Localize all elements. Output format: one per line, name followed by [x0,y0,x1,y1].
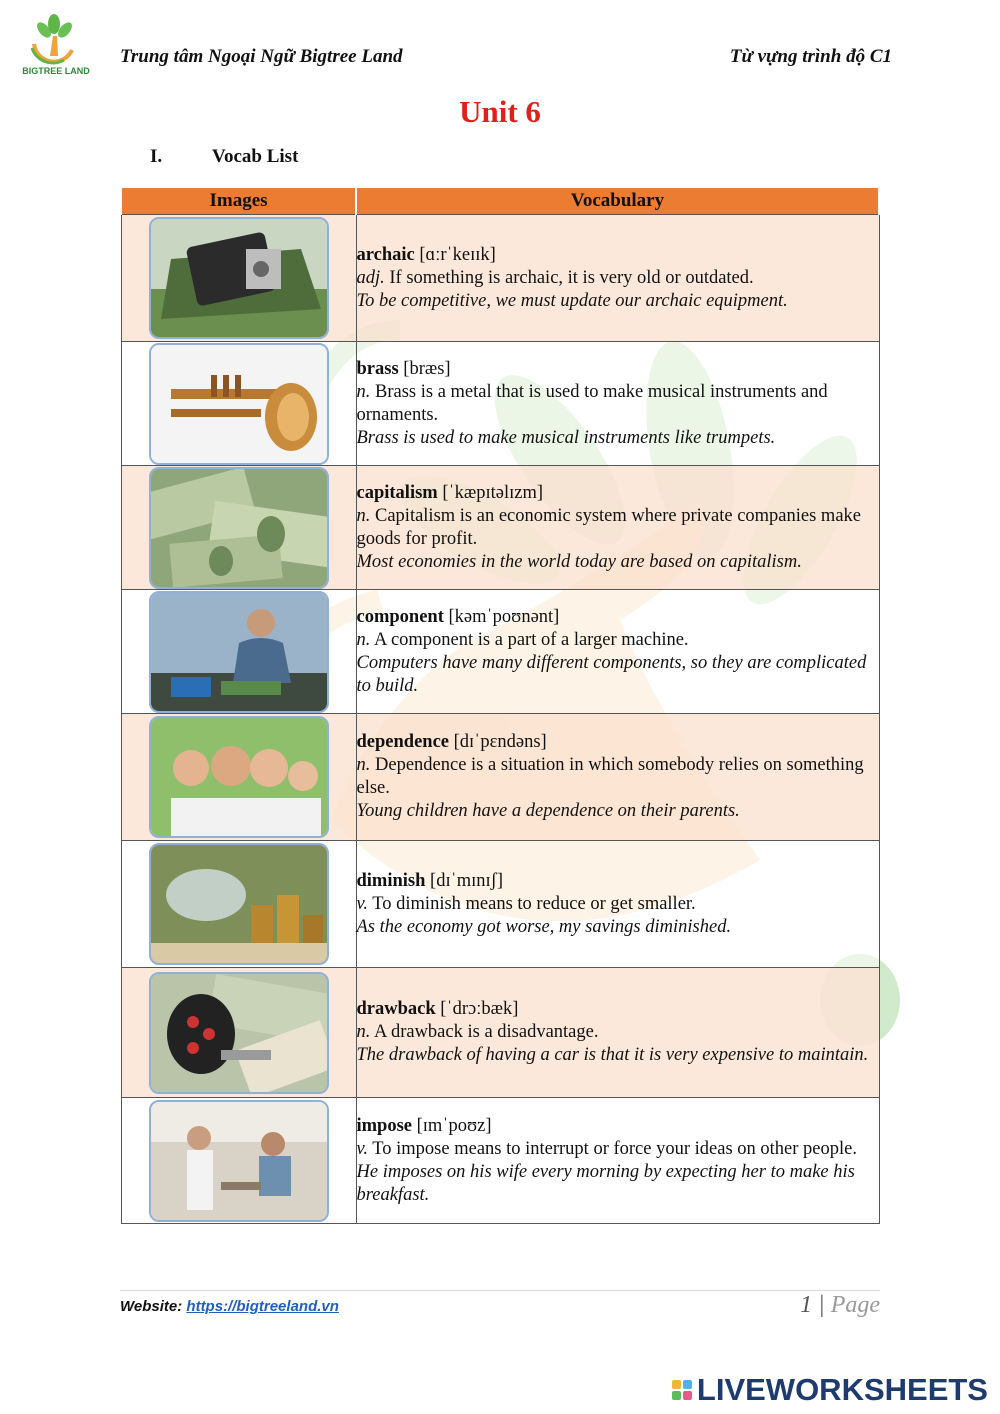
vocab-ipa: [ɪmˈpoʊz] [416,1115,492,1136]
vocab-ipa: [kəmˈpoʊnənt] [448,606,560,627]
website-label: Website: [120,1298,187,1315]
vocab-word: capitalism [356,482,438,503]
website-line [120,1298,339,1315]
vocab-word: impose [356,1115,412,1136]
vocab-word: brass [356,358,399,379]
vocab-definition: To impose means to interrupt or force your ideas on other people. [372,1138,857,1159]
vocab-entry [356,466,879,590]
image-cell [121,1098,356,1224]
vocab-pos: n. [356,505,371,526]
section-number: I. [150,146,163,167]
vocab-ipa: [dɪˈpɛndəns] [453,732,547,752]
vocab-word: archaic [356,244,415,265]
table-row [121,215,879,342]
vocab-word: diminish [356,870,426,891]
section-label: Vocab List [212,146,299,167]
table-row [121,1098,879,1224]
vocab-definition: Dependence is a situation in which somebody relies on something else. [356,755,864,798]
vocab-entry [356,342,879,466]
level-label: Từ vựng trình độ C1 [729,46,892,67]
vocab-example: The drawback of having a car is that it is very expensive to maintain. [356,1045,869,1065]
liveworksheets-brand [672,1372,988,1408]
vocab-definition: If something is archaic, it is very old or outdated. [389,267,754,288]
vocab-pos: adj. [356,267,385,288]
vocab-table [120,188,880,1224]
trumpet-image-icon [149,343,329,465]
vocab-example: Computers have many different components, so they are complicated to build. [356,652,867,696]
vocab-ipa: [ɑːrˈkeɪɪk] [419,244,496,265]
car-key-bills-image-icon [149,972,329,1094]
vocab-entry [356,968,879,1098]
image-cell [121,841,356,968]
liveworksheets-logo-icon [672,1380,692,1400]
vocab-example: He imposes on his wife every morning by expecting her to make his breakfast. [356,1161,855,1205]
col-images-header: Images [121,188,356,215]
image-cell [121,215,356,342]
vocab-example: Brass is used to make musical instruments like trumpets. [356,427,776,448]
vocab-pos: n. [356,755,371,775]
vocab-pos: v. [356,1138,368,1159]
vocab-entry [356,841,879,968]
vocab-word: dependence [356,732,449,752]
vocab-definition: A drawback is a disadvantage. [373,1022,599,1042]
vocab-entry [356,714,879,841]
image-cell [121,714,356,841]
dollar-bills-image-icon [149,467,329,589]
vocab-ipa: [bræs] [403,358,451,379]
col-vocab-header: Vocabulary [356,188,879,215]
vocab-entry [356,590,879,714]
page-separator: | [812,1292,831,1318]
vocab-entry [356,215,879,342]
repairing-electronics-image-icon [149,591,329,713]
vocab-word: drawback [356,999,436,1019]
vocab-pos: v. [356,893,368,914]
page-number [800,1292,880,1319]
bigtree-logo [20,14,92,80]
page-title: Unit 6 [459,94,541,129]
vocab-definition: Brass is a metal that is used to make musical instruments and ornaments. [356,381,828,425]
vocab-example: Most economies in the world today are based on capitalism. [356,551,802,572]
table-row [121,841,879,968]
image-cell [121,466,356,590]
image-cell [121,342,356,466]
brand-name: LIVEWORKSHEETS [696,1372,988,1407]
image-cell [121,590,356,714]
tree-logo-icon [20,14,92,66]
vocab-ipa: [ˈdrɔːbæk] [440,999,519,1019]
image-cell [121,968,356,1098]
couple-kitchen-image-icon [149,1100,329,1222]
vocab-pos: n. [356,629,371,650]
section-heading [150,146,298,168]
table-header-row [121,188,879,215]
vocab-definition: Capitalism is an economic system where private companies make goods for profit. [356,505,861,549]
table-row [121,466,879,590]
vocab-pos: n. [356,381,371,402]
coins-jar-image-icon [149,843,329,965]
vocab-ipa: [dɪˈmɪnɪʃ] [430,870,503,891]
table-row [121,714,879,841]
family-image-icon [149,716,329,838]
logo-text: BIGTREE LAND [22,66,90,76]
website-link[interactable]: https://bigtreeland.vn [186,1298,339,1315]
vocab-entry [356,1098,879,1224]
table-row [121,590,879,714]
footer-divider [120,1290,880,1291]
vocab-ipa: [ˈkæpɪtəlɪzm] [442,482,544,503]
vocab-definition: A component is a part of a larger machine. [373,629,689,650]
table-row [121,342,879,466]
vocab-word: component [356,606,444,627]
old-equipment-image-icon [149,217,329,339]
center-name: Trung tâm Ngoại Ngữ Bigtree Land [120,46,403,67]
page-number-value: 1 [800,1292,813,1318]
table-row [121,968,879,1098]
vocab-example: Young children have a dependence on their parents. [356,801,740,821]
vocab-definition: To diminish means to reduce or get smaller. [372,893,696,914]
vocab-pos: n. [356,1022,371,1042]
page-word: Page [830,1292,880,1318]
vocab-example: As the economy got worse, my savings diminished. [356,916,732,937]
vocab-example: To be competitive, we must update our archaic equipment. [356,290,788,311]
